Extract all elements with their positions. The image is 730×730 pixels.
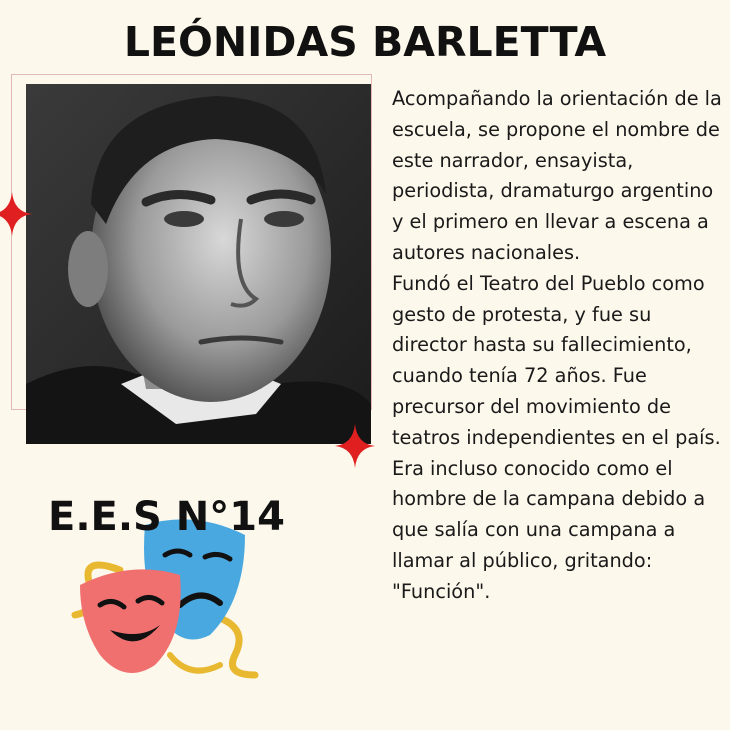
page-title: LEÓNIDAS BARLETTA: [123, 18, 607, 66]
school-name: E.E.S N°14: [48, 494, 285, 540]
description-paragraph: Fundó el Teatro del Pueblo como gesto de protesta, y fue su director hasta su fallecimiento, cuando tenía 72 años. Fue precursor del movimiento de teatros independientes en el país. Era incluso conocido como el hombre de la campana debido a que salía con una campana a llamar al público, gritando: "Función".: [392, 271, 721, 603]
description-text: [392, 84, 722, 608]
portrait-photo: [26, 84, 371, 444]
description-paragraph: Acompañando la orientación de la escuela, se propone el nombre de este narrador, ensayista, periodista, dramaturgo argentino y el primero en llevar a escena a autores nacionales.: [392, 87, 722, 264]
sparkle-star-icon: [0, 192, 32, 236]
theater-masks-icon: [60, 515, 270, 685]
sparkle-star-icon: [335, 424, 375, 468]
